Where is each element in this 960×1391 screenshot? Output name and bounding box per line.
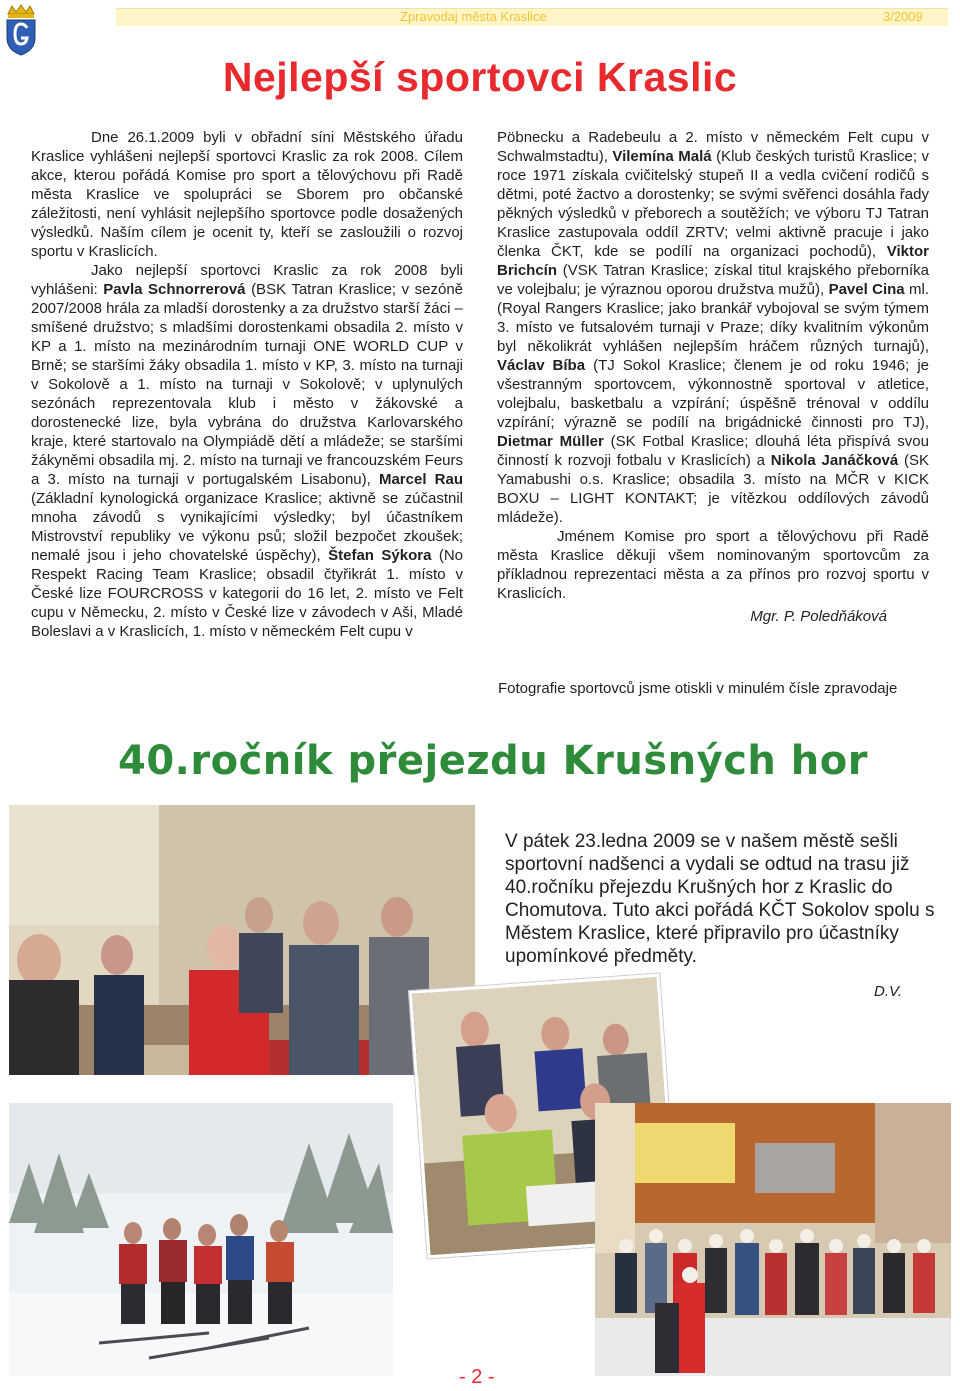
article-paragraph: Jménem Komise pro sport a tělovýchovu při Radě města Kraslice děkuji všem nominovaným sportovcům za příkladnou reprezentaci města a za přínos pro rozvoj sportu v Kraslicích.: [497, 528, 929, 602]
athlete-name: Václav Bíba: [497, 357, 586, 374]
athlete-name: Nikola Janáčková: [770, 452, 899, 469]
article-title: Nejlepší sportovci Kraslic: [222, 54, 738, 100]
author-signature: Mgr. P. Poledňáková: [750, 608, 887, 625]
photo-note: Fotografie sportovců jsme otiskli v minulém čísle zpravodaje: [498, 680, 898, 697]
town-coat-of-arms-icon: [4, 4, 38, 56]
photo-registration: [9, 805, 475, 1075]
athlete-name: Dietmar Müller: [497, 433, 604, 450]
page-number: - 2 -: [459, 1366, 495, 1388]
article-title-2: 40.ročník přejezdu Krušných hor: [118, 738, 868, 784]
article-paragraph-continued: Pöbnecku a Radebeulu a 2. místo v německém Felt cupu v Schwalmstadtu), Vilemína Malá (Klub českých turistů Kraslice; v roce 1971 získala cvičitelský stupeň II a vedla cvičení rodičů s dětmi, poté žactvo a dorostenky; se svými svěřenci dosáhla řady pěkných výsledků v přeborech a soutěžích; ve výboru TJ Tatran Kraslice zastupovala oddíl ZRTV; velmi aktivně pracuje i jako členka ČKT, kde se podílí na organizaci pochodů), Viktor Brichcín (VSK Tatran Kraslice; získal titul krajského přeborníka ve volejbalu; je výraznou oporou družstva mužů), Pavel Cina ml. (Royal Rangers Kraslice; jako brankář vybojoval se svým týmem 3. místo ve futsalovém turnaji v Praze; díky kvalitním výkonům byl několikrát vyhlášen nejlepším hráčem různých turnajů), Václav Bíba (TJ Sokol Kraslice; členem je od roku 1946; je všestranným sportovcem, výkonnostně sportoval v atletice, volejbalu, basketbalu a vzpírání; úspěšně trénoval v oddílu vzpírání; výrazně se podílí na brigádnické činnosti pro TJ), Dietmar Müller (SK Fotbal Kraslice; dlouhá léta přispívá svou činností k rozvoji fotbalu v Kraslicích) a Nikola Janáčková (SK Yamabushi o.s. Kraslice; obsadila 3. místo na MČR v KICK BOXU – LIGHT KONTAKT; je vítězkou oddílových závodů mládeže).: [497, 129, 930, 526]
athlete-name: Pavla Schnorrerová: [103, 281, 246, 298]
article-paragraph: Dne 26.1.2009 byli v obřadní síni Městského úřadu Kraslice vyhlášeni nejlepší sportovci Kraslic za rok 2008. Cílem akce, kterou pořádá Komise pro sport a tělovýchovu při Radě města Kraslice ve spolupráci se Sborem pro občanské záležitosti, není vyhlásit nejlepšího sportovce podle dosažených výsledků. Naším cílem je ocenit ty, kteří se zasloužili o rozvoj sportu v Kraslicích.: [31, 129, 463, 260]
athlete-name: Štefan Sýkora: [328, 547, 432, 564]
newsletter-title: Zpravodaj města Kraslice: [400, 9, 547, 24]
athlete-name: Pavel Cina: [828, 281, 905, 298]
article-column-left: [31, 128, 463, 641]
article-intro: V pátek 23.ledna 2009 se v našem městě sešli sportovní nadšenci a vydali se odtud na trasu již 40.ročníku přejezdu Krušných hor z Kraslic do Chomutova. Tuto akci pořádá KČT Sokolov spolu s Městem Kraslice, které připravilo pro účastníky upomínkové předměty.: [505, 831, 935, 967]
issue-number: 3/2009: [883, 9, 923, 24]
athlete-name: Vilemína Malá: [612, 148, 712, 165]
photo-skiers-town: [595, 1103, 951, 1376]
athlete-name: Viktor Brichcín: [497, 243, 929, 279]
photo-skiers-snow: [9, 1103, 393, 1376]
article-paragraph: Jako nejlepší sportovci Kraslic za rok 2008 byli vyhlášeni: Pavla Schnorrerová (BSK Tatran Kraslice; v sezóně 2007/2008 hrála za mladší dorostenky a za družstvo starší žáci – smíšené družstvo; s mladšími dorostenkami obsadila 2. místo v KP a 1. místo na mezinárodním turnaji ONE WORLD CUP v Brně; se staršími žáky obsadila 1. místo v KP, 3. místo na turnaji v Sokolově a 1. místo na turnaji v Sokolově; v uplynulých sezónách reprezentovala klub i město v žákovské a dorostenecké lize, byla vybrána do družstva Karlovarského kraje, které startovalo na Olympiádě dětí a mládeže; se staršími žákyněmi obsadila mj. 2. místo na turnaji ve francouzském Feurs a 3. místo na turnaji v portugalském Lisabonu), Marcel Rau (Základní kynologická organizace Kraslice; aktivně se zúčastnil mnoha závodů s vynikajícími výsledky; byl účastníkem Mistrovství republiky ve výkonu psů; složil bezpočet zkoušek; nemalé jsou i jeho chovatelské úspěchy), Štefan Sýkora (No Respekt Racing Team Kraslice; obsadil čtyřikrát 1. místo v České lize FOURCROSS v kategorii do 16 let, 2. místo ve Felt cupu v Německu, 2. místo v České lize v závodech v Aši, Mladé Boleslavi a v Kraslicích, 1. místo v německém Felt cupu v: [31, 262, 464, 640]
author-initials: D.V.: [874, 983, 903, 1000]
athlete-name: Marcel Rau: [378, 471, 463, 488]
article-column-right: [497, 128, 929, 626]
